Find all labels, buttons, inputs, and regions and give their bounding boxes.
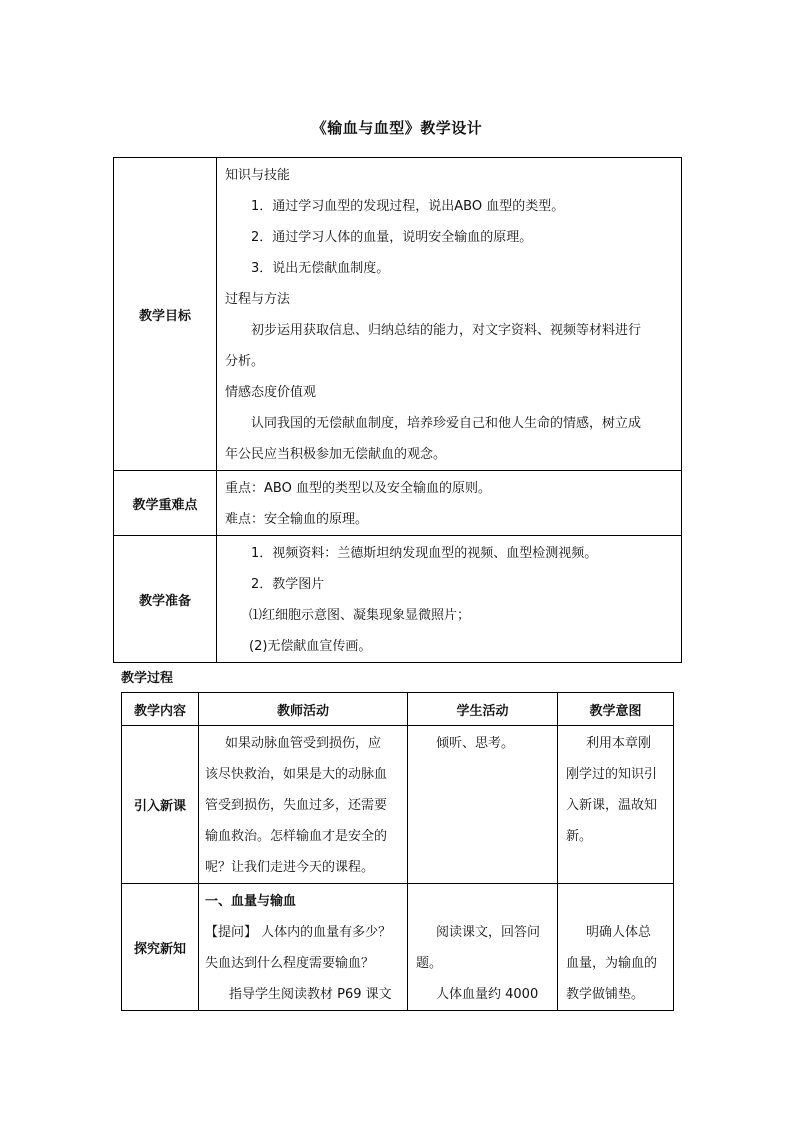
goals-line: 2．通过学习人体的血量，说明安全输血的原理。 [251,230,533,245]
teacher-line: 一、血量与输血 [205,894,297,909]
process-row-intro [122,726,674,884]
student-line: 题。 [416,956,443,971]
key-point-line: 重点：ABO 血型的类型以及安全输血的原则。 [225,481,491,496]
goals-line: 年公民应当积极参加无偿献血的观念。 [225,447,447,462]
student-line: 人体血量约 4000 [436,987,539,1002]
row-content-label: 探究新知 [122,884,199,1011]
process-heading: 教学过程 [121,671,174,686]
goals-content [217,158,682,471]
intent-line: 明确人体总 [586,925,652,940]
goals-label: 教学目标 [114,158,217,471]
preparation-line: ⑴红细胞示意图、凝集现象显微照片； [249,608,471,623]
goals-row [114,158,682,471]
intent-line [566,886,667,917]
student-activity [408,884,558,1011]
key-points-row [114,471,682,536]
goals-line: 3．说出无偿献血制度。 [251,261,390,276]
preparation-line: 2．教学图片 [251,577,325,592]
goals-line: 分析。 [225,354,265,369]
teacher-line: 该尽快救治，如果是大的动脉血 [205,767,388,782]
row-content-label: 引入新课 [122,726,199,884]
teacher-line: 如果动脉血管受到损伤，应 [225,736,382,751]
goals-line: 知识与技能 [225,168,291,183]
preparation-row [114,536,682,663]
design-table [113,157,682,663]
teacher-activity [199,726,408,884]
header-student: 学生活动 [408,693,558,726]
goals-line: 认同我国的无偿献血制度，培养珍爱自己和他人生命的情感，树立成 [251,416,642,431]
student-line: 倾听、思考。 [436,736,515,751]
key-points-label: 教学重难点 [114,471,217,536]
teaching-intent [558,884,674,1011]
preparation-label: 教学准备 [114,536,217,663]
preparation-line: (2)无偿献血宣传画。 [249,639,372,654]
header-intent: 教学意图 [558,693,674,726]
teacher-line: 输血救治。怎样输血才是安全的 [205,829,388,844]
intent-line: 血量，为输血的 [566,956,658,971]
intent-line: 新。 [566,829,593,844]
header-content: 教学内容 [122,693,199,726]
teacher-line: 呢？让我们走进今天的课程。 [205,860,375,875]
intent-line: 入新课，温故知 [566,798,658,813]
teaching-intent [558,726,674,884]
student-activity [408,726,558,884]
teacher-line: 指导学生阅读教材 P69 课文 [229,987,392,1002]
teacher-line: 失血达到什么程度需要输血？ [205,956,375,971]
process-header-row [122,693,674,726]
process-table [121,692,674,1011]
teacher-activity [199,884,408,1011]
student-line [416,886,551,917]
goals-line: 情感态度价值观 [225,385,317,400]
intent-line: 教学做铺垫。 [566,987,645,1002]
goals-line: 1．通过学习血型的发现过程，说出ABO 血型的类型。 [251,199,565,214]
process-row-explore [122,884,674,1011]
intent-line: 利用本章刚 [586,736,652,751]
key-points-content [217,471,682,536]
preparation-line: 1．视频资料：兰德斯坦纳发现血型的视频、血型检测视频。 [251,546,598,561]
document-title: 《输血与血型》教学设计 [311,119,483,137]
preparation-content [217,536,682,663]
student-line: 阅读课文，回答问 [436,925,541,940]
header-teacher: 教师活动 [199,693,408,726]
goals-line: 过程与方法 [225,292,291,307]
teacher-line: 管受到损伤，失血过多，还需要 [205,798,388,813]
teacher-line: 【提问】 人体内的血量有多少？ [205,925,392,940]
key-point-line: 难点：安全输血的原理。 [225,512,369,527]
goals-line: 初步运用获取信息、归纳总结的能力，对文字资料、视频等材料进行 [251,323,642,338]
intent-line: 刚学过的知识引 [566,767,658,782]
